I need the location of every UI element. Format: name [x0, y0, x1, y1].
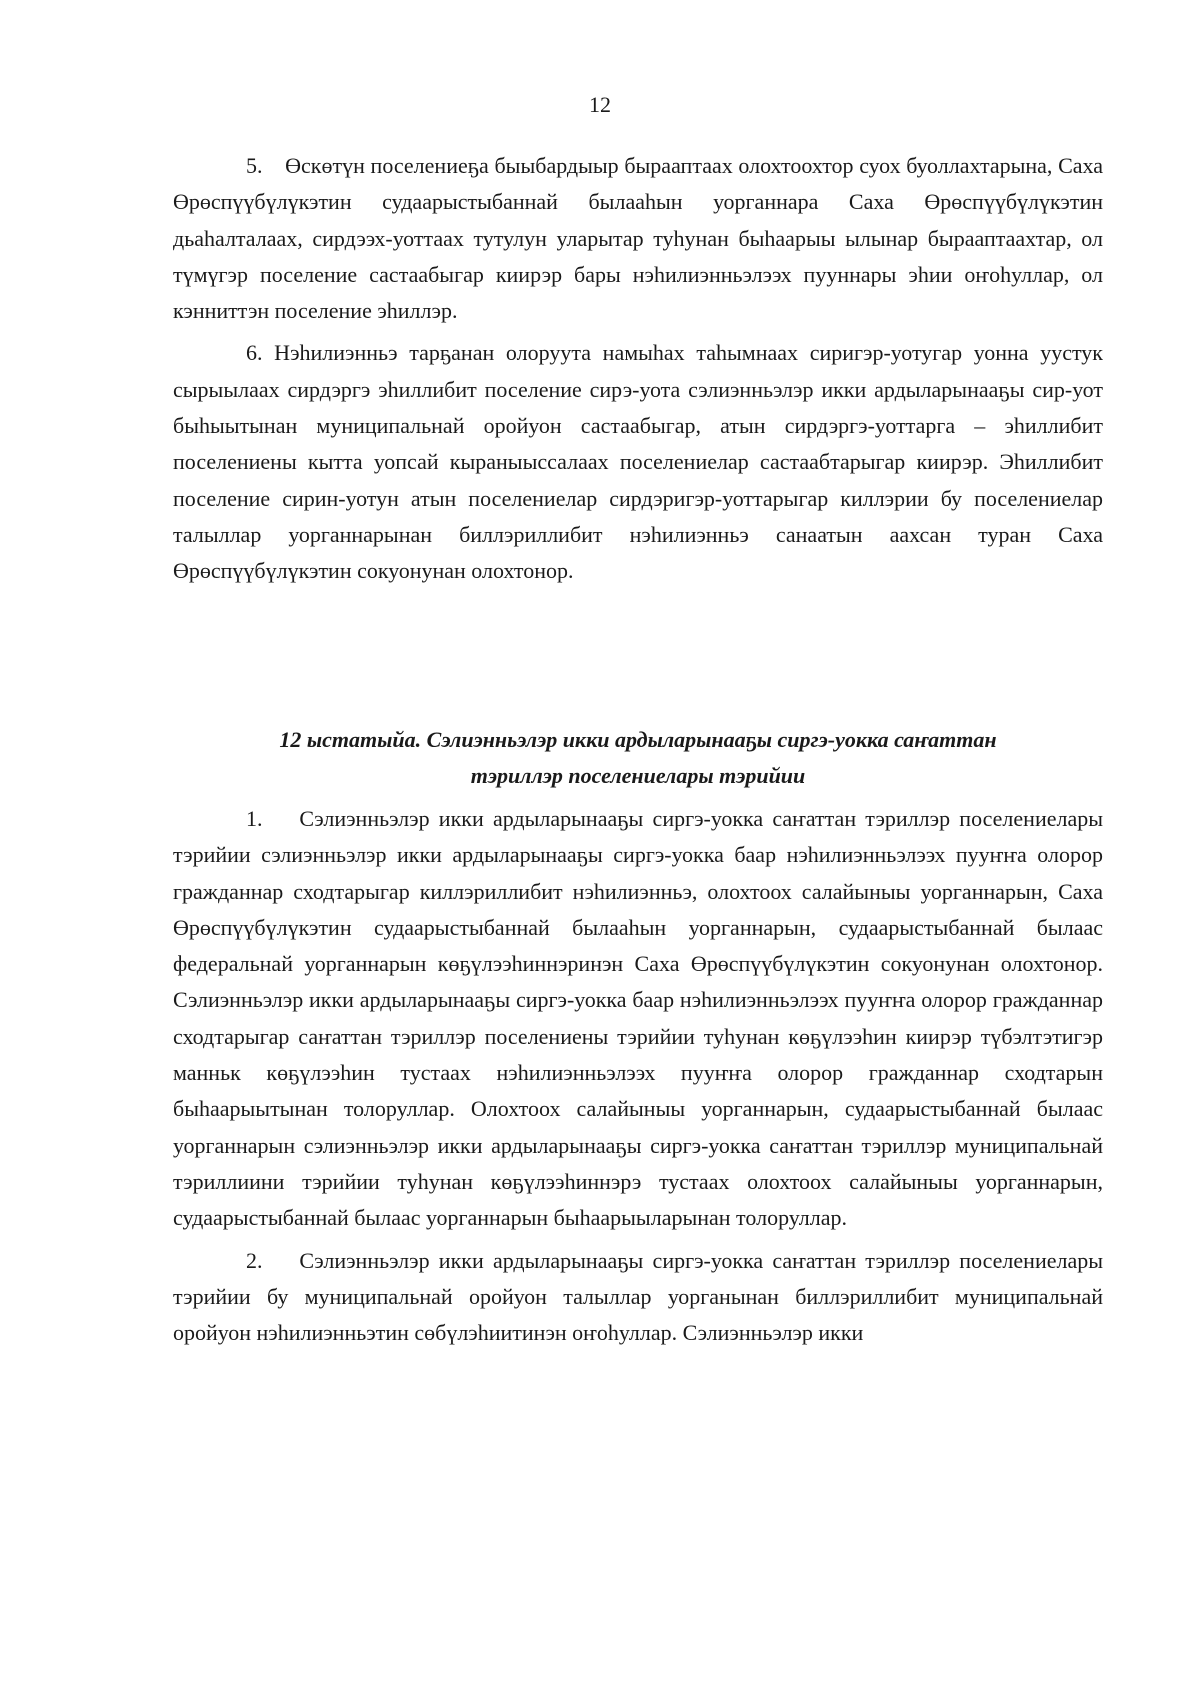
- section-body-bottom: [173, 801, 1103, 1357]
- paragraph-6: 6. Нэһилиэнньэ тарҕанан олоруута намыһах таһымнаах сиригэр-уотугар уонна уустук сырыылаах сирдэргэ эһиллибит поселение сирэ-уота сэлиэнньэлэр икки ардыларынааҕы сир-уот быһыытынан муниципальнай оройуон састаабыгар, атын сирдэргэ-уоттарга – эһиллибит поселениены кытта уопсай кыраныыссалаах поселениелар састаабтарыгар киирэр. Эһиллибит поселение сирин-уотун атын поселениелар сирдэригэр-уоттарыгар киллэрии бу поселениелар талыллар уорганнарынан биллэриллибит нэһилиэнньэ санаатын аахсан туран Саха Өрөспүүбүлүкэтин сокуонунан олохтонор.: [173, 340, 1103, 584]
- article-heading: [173, 722, 1103, 794]
- article-heading-line-2: тэриллэр поселениелары тэрийии: [470, 763, 806, 788]
- paragraph-2: 2. Сэлиэнньэлэр икки ардыларынааҕы сиргэ-уокка саҥаттан тэриллэр поселениелары тэрийии бу муниципальнай оройуон талыллар уорганынан биллэриллибит муниципальнай оройуон нэһилиэнньэтин сөбүлэһиитинэн оҥоһуллар. Сэлиэнньэлэр икки: [173, 1247, 1103, 1346]
- paragraph-1: 1. Сэлиэнньэлэр икки ардыларынааҕы сиргэ-уокка саҥаттан тэриллэр поселениелары тэрийии сэлиэнньэлэр икки ардыларынааҕы сиргэ-уокка баар нэһилиэнньэлээх пууҥҥа олорор гражданнар сходтарыгар киллэриллибит нэһилиэнньэ, олохтоох салайыныы уорганнарын, Саха Өрөспүүбүлүкэтин судаарыстыбаннай былааһын уорганнарын, судаарыстыбаннай былаас федеральнай уорганнарын көҕүлээһиннэринэн Саха Өрөспүүбүлүкэтин сокуонунан олохтонор. Сэлиэнньэлэр икки ардыларынааҕы сиргэ-уокка баар нэһилиэнньэлээх пууҥҥа олорор гражданнар сходтарыгар саҥаттан тэриллэр поселениены тэрийии туһунан көҕүлээһин киирэр түбэлтэтигэр манньк көҕүлээһин тустаах нэһилиэнньэлээх пууҥҥа олорор гражданнар сходтарын быһаарыытынан толоруллар. Олохтоох салайыныы уорганнарын, судаарыстыбаннай былаас уорганнарын сэлиэнньэлэр икки ардыларынааҕы сиргэ-уокка саҥаттан тэриллэр муниципальнай тэриллиини тэрийии туһунан көҕүлээһиннэрэ тустаах олохтоох салайыныы уорганнарын, судаарыстыбаннай былаас уорганнарын быһаарыыларынан толоруллар.: [173, 806, 1103, 1231]
- article-heading-line-1: 12 ыстатыйа. Сэлиэнньэлэр икки ардыларынааҕы сиргэ-уокка саҥаттан: [279, 727, 997, 752]
- section-body-top: [173, 148, 1103, 596]
- paragraph-5: 5. Өскөтүн поселениеҕа быыбардыыр бырааптаах олохтоохтор суох буоллахтарына, Саха Өрөспүүбүлүкэтин судаарыстыбаннай былааһын уорганнара Саха Өрөспүүбүлүкэтин дьаһалталаах, сирдээх-уоттаах тутулун уларытар туһунан быһаарыы ылынар бырааптаахтар, ол түмүгэр поселение састаабыгар киирэр бары нэһилиэнньэлээх пууннары эһии оҥоһуллар, ол кэнниттэн поселение эһиллэр.: [173, 153, 1103, 324]
- page-number: 12: [589, 92, 611, 117]
